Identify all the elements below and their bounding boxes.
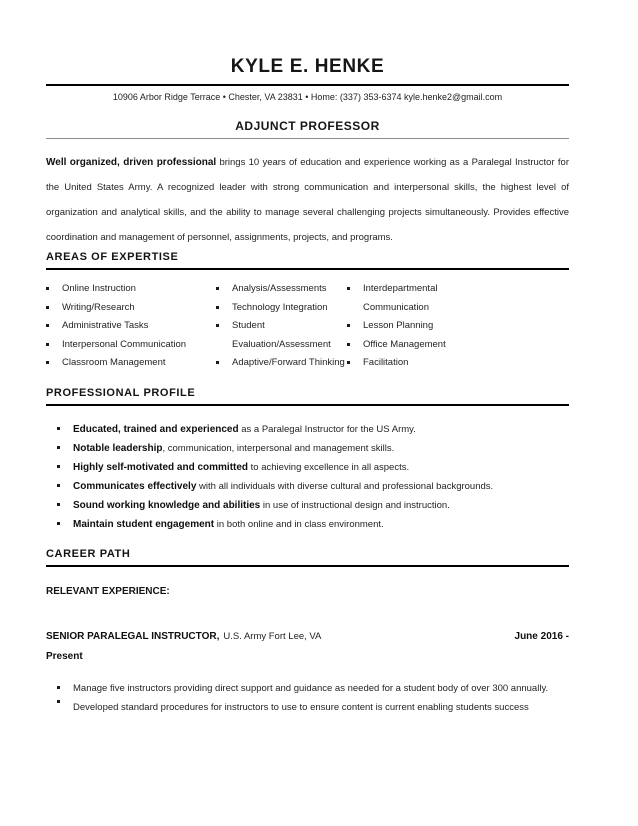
experience-item-text: Manage five instructors providing direct support and guidance as needed for a student body of over 300 annually.: [73, 682, 549, 694]
bullet-square-icon: [216, 361, 219, 364]
profile-item-lead: Notable leadership: [73, 442, 163, 454]
bullet-square-icon: [57, 522, 60, 525]
expertise-item-label: Student Evaluation/Assessment: [232, 320, 331, 350]
expertise-item-label: Adaptive/Forward Thinking: [232, 357, 345, 368]
profile-list: [57, 420, 569, 534]
experience-list: [57, 679, 569, 718]
bullet-square-icon: [46, 306, 49, 309]
profile-item: [57, 477, 569, 496]
profile-item-rest: , communication, interpersonal and management skills.: [162, 442, 395, 454]
expertise-item-label: Interdepartmental Communication: [363, 283, 438, 313]
profile-item-rest: in both online and in class environment.: [214, 518, 384, 530]
expertise-column-2: [216, 280, 347, 373]
expertise-item-label: Administrative Tasks: [62, 320, 149, 331]
bullet-square-icon: [57, 686, 60, 689]
expertise-item-label: Classroom Management: [62, 357, 166, 368]
job-date: June 2016 -: [514, 630, 569, 642]
job-date-present: Present: [46, 650, 83, 662]
expertise-item: [46, 280, 216, 299]
bullet-square-icon: [216, 324, 219, 327]
bullet-square-icon: [347, 343, 350, 346]
section-heading-profile: PROFESSIONAL PROFILE: [46, 387, 569, 406]
experience-item: [57, 679, 569, 699]
bullet-square-icon: [46, 343, 49, 346]
expertise-item: [347, 336, 483, 355]
bullet-square-icon: [46, 287, 49, 290]
expertise-item-label: Interpersonal Communication: [62, 338, 187, 350]
expertise-columns: [46, 280, 569, 373]
profile-item-lead: Educated, trained and experienced: [73, 423, 239, 435]
expertise-column-3: [347, 280, 483, 373]
profile-item-rest: with all individuals with diverse cultural and professional backgrounds.: [196, 480, 494, 492]
expertise-item: [46, 299, 216, 318]
expertise-item: [216, 299, 347, 318]
summary-lead: Well organized, driven professional: [46, 157, 217, 168]
summary-rest: brings 10 years of education and experience working as a Paralegal Instructor for the United States Army. A recognized leader with strong communication and interpersonal skills, the highest level of organization and analytical skills, and the ability to manage several challenging projects simultaneously. Provides effective coordination and management of personnel, assignments, projects, and programs.: [46, 157, 569, 243]
profile-item: [57, 439, 569, 458]
expertise-item: [347, 317, 483, 336]
job-title-group: [46, 622, 321, 650]
expertise-item-label: Technology Integration: [232, 301, 328, 313]
contact-line: 10906 Arbor Ridge Terrace • Chester, VA 23831 • Home: (337) 353-6374 kyle.henke2@gmail.com: [112, 92, 503, 102]
expertise-item-label: Analysis/Assessments: [232, 283, 327, 294]
profile-item-lead: Communicates effectively: [73, 480, 197, 492]
profile-item-lead: Highly self-motivated and committed: [73, 461, 249, 473]
bullet-square-icon: [46, 361, 49, 364]
section-heading-career: CAREER PATH: [46, 548, 569, 567]
job-header: [46, 622, 569, 650]
profile-item-rest: in use of instructional design and instruction.: [260, 499, 450, 511]
bullet-square-icon: [347, 287, 350, 290]
role-title: ADJUNCT PROFESSOR: [46, 119, 569, 139]
bullet-square-icon: [57, 465, 60, 468]
expertise-item-label: Office Management: [363, 338, 446, 350]
expertise-item-label: Writing/Research: [62, 301, 135, 313]
bullet-square-icon: [57, 446, 60, 449]
profile-item-rest: to achieving excellence in all aspects.: [248, 461, 410, 473]
expertise-item-label: Facilitation: [363, 357, 409, 368]
expertise-item: [216, 317, 347, 354]
expertise-item: [46, 336, 216, 355]
expertise-item: [347, 354, 483, 373]
profile-item-rest: as a Paralegal Instructor for the US Army.: [238, 423, 416, 435]
profile-item: [57, 515, 569, 534]
profile-item: [57, 496, 569, 515]
bullet-square-icon: [46, 324, 49, 327]
section-heading-expertise: AREAS OF EXPERTISE: [46, 251, 569, 270]
bullet-square-icon: [57, 503, 60, 506]
bullet-square-icon: [57, 700, 60, 703]
bullet-square-icon: [216, 287, 219, 290]
experience-item-text: Developed standard procedures for instructors to use to ensure content is current enabling students success: [73, 702, 529, 713]
job-organization: U.S. Army Fort Lee, VA: [223, 630, 322, 642]
expertise-item-label: Lesson Planning: [363, 320, 434, 331]
profile-item: [57, 458, 569, 477]
expertise-item-label: Online Instruction: [62, 283, 136, 294]
profile-item-lead: Maintain student engagement: [73, 518, 215, 530]
bullet-square-icon: [57, 484, 60, 487]
job-title: SENIOR PARALEGAL INSTRUCTOR,: [46, 630, 220, 642]
bullet-square-icon: [57, 427, 60, 430]
expertise-column-1: [46, 280, 216, 373]
bullet-square-icon: [216, 306, 219, 309]
person-name: KYLE E. HENKE: [46, 57, 569, 86]
expertise-item: [46, 354, 216, 373]
expertise-item: [216, 280, 347, 299]
profile-item-lead: Sound working knowledge and abilities: [73, 499, 261, 511]
experience-item: [57, 698, 569, 718]
expertise-item: [46, 317, 216, 336]
bullet-square-icon: [347, 324, 350, 327]
expertise-item: [216, 354, 347, 373]
career-subheading: RELEVANT EXPERIENCE:: [46, 585, 170, 597]
bullet-square-icon: [347, 361, 350, 364]
profile-item: [57, 420, 569, 439]
summary-paragraph: [46, 150, 569, 250]
expertise-item: [347, 280, 483, 317]
